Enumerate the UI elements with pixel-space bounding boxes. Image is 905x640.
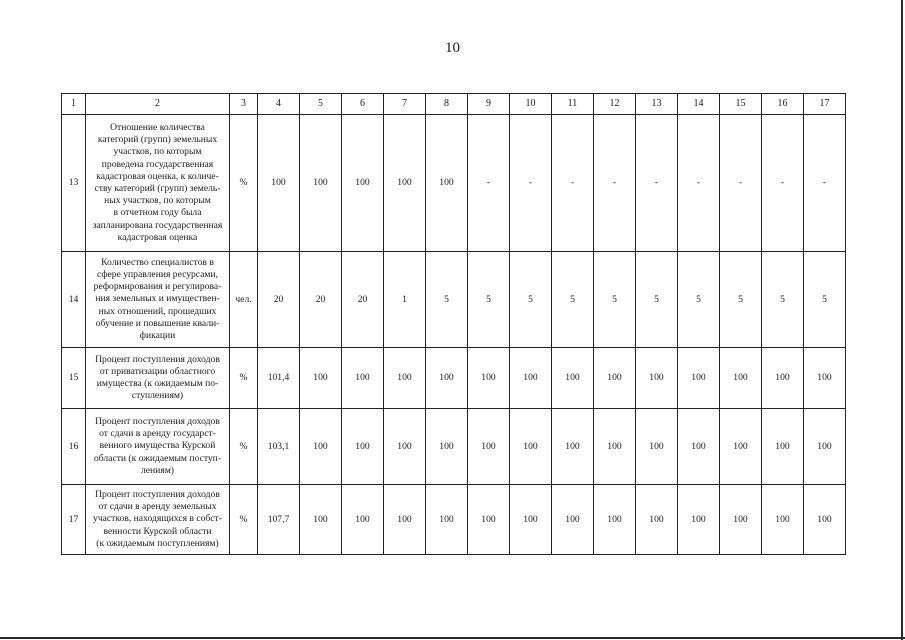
value-cell: 100	[342, 115, 384, 252]
header-cell: 15	[720, 94, 762, 115]
value-cell: 100	[510, 348, 552, 409]
header-cell: 10	[510, 94, 552, 115]
value-cell: -	[636, 115, 678, 252]
unit-cell: %	[230, 485, 258, 555]
header-cell: 17	[804, 94, 846, 115]
value-cell: 100	[510, 409, 552, 485]
value-cell: 100	[510, 485, 552, 555]
row-number-cell: 14	[62, 252, 86, 348]
indicator-name-cell: Процент поступления доходов от сдачи в аренду государст- венного имущества Курской области (к ожидаемым поступ- лениям)	[86, 409, 230, 485]
table-row	[62, 252, 846, 348]
value-cell: 100	[300, 115, 342, 252]
value-cell: 20	[342, 252, 384, 348]
unit-cell: чел.	[230, 252, 258, 348]
value-cell: 100	[762, 348, 804, 409]
value-cell: 100	[342, 409, 384, 485]
row-number-cell: 13	[62, 115, 86, 252]
value-cell: 100	[762, 409, 804, 485]
value-cell: 100	[468, 409, 510, 485]
value-cell: 100	[552, 409, 594, 485]
value-cell: 5	[804, 252, 846, 348]
value-cell: 100	[804, 409, 846, 485]
header-cell: 14	[678, 94, 720, 115]
value-cell: -	[804, 115, 846, 252]
value-cell: 107,7	[258, 485, 300, 555]
value-cell: 5	[762, 252, 804, 348]
value-cell: 5	[552, 252, 594, 348]
header-cell: 9	[468, 94, 510, 115]
value-cell: 100	[384, 409, 426, 485]
value-cell: 100	[552, 485, 594, 555]
header-cell: 3	[230, 94, 258, 115]
indicator-name-cell: Процент поступления доходов от сдачи в аренду земельных участков, находящихся в собст- венности Курской области (к ожидаемым поступлениям)	[86, 485, 230, 555]
scan-border-bottom	[0, 637, 905, 639]
value-cell: 100	[594, 348, 636, 409]
indicators-table	[61, 93, 846, 555]
value-cell: 100	[594, 485, 636, 555]
table-header-row	[62, 94, 846, 115]
table-row	[62, 115, 846, 252]
row-number-cell: 17	[62, 485, 86, 555]
header-cell: 8	[426, 94, 468, 115]
value-cell: 5	[426, 252, 468, 348]
value-cell: 100	[342, 348, 384, 409]
header-cell: 5	[300, 94, 342, 115]
value-cell: 100	[300, 348, 342, 409]
value-cell: 100	[426, 115, 468, 252]
value-cell: 100	[804, 485, 846, 555]
value-cell: 100	[678, 409, 720, 485]
value-cell: -	[720, 115, 762, 252]
unit-cell: %	[230, 409, 258, 485]
header-cell: 4	[258, 94, 300, 115]
value-cell: 100	[678, 348, 720, 409]
row-number-cell: 16	[62, 409, 86, 485]
value-cell: 100	[342, 485, 384, 555]
value-cell: 100	[468, 348, 510, 409]
value-cell: 100	[636, 409, 678, 485]
value-cell: 5	[678, 252, 720, 348]
unit-cell: %	[230, 115, 258, 252]
value-cell: 20	[300, 252, 342, 348]
value-cell: 20	[258, 252, 300, 348]
value-cell: 100	[678, 485, 720, 555]
value-cell: 100	[720, 485, 762, 555]
value-cell: 100	[720, 409, 762, 485]
value-cell: -	[552, 115, 594, 252]
table-row	[62, 409, 846, 485]
header-cell: 11	[552, 94, 594, 115]
value-cell: 100	[300, 409, 342, 485]
header-cell: 16	[762, 94, 804, 115]
header-cell: 7	[384, 94, 426, 115]
unit-cell: %	[230, 348, 258, 409]
value-cell: 100	[804, 348, 846, 409]
value-cell: 100	[426, 485, 468, 555]
value-cell: 100	[762, 485, 804, 555]
value-cell: -	[510, 115, 552, 252]
scan-border-right	[901, 0, 903, 640]
value-cell: 100	[552, 348, 594, 409]
value-cell: 100	[426, 348, 468, 409]
header-cell: 12	[594, 94, 636, 115]
value-cell: 1	[384, 252, 426, 348]
value-cell: 5	[510, 252, 552, 348]
indicator-name-cell: Отношение количества категорий (групп) земельных участков, по которым проведена государственная кадастровая оценка, к количе- ству категорий (групп) земель- ных участков, по которым в отчетном году была запланирована государственная кадастровая оценка	[86, 115, 230, 252]
value-cell: 5	[720, 252, 762, 348]
value-cell: 103,1	[258, 409, 300, 485]
value-cell: 100	[636, 485, 678, 555]
value-cell: 100	[384, 348, 426, 409]
value-cell: 5	[636, 252, 678, 348]
value-cell: 100	[384, 485, 426, 555]
value-cell: 100	[720, 348, 762, 409]
value-cell: -	[762, 115, 804, 252]
value-cell: 100	[426, 409, 468, 485]
value-cell: 100	[384, 115, 426, 252]
row-number-cell: 15	[62, 348, 86, 409]
value-cell: 100	[258, 115, 300, 252]
value-cell: 100	[594, 409, 636, 485]
page-number: 10	[445, 40, 460, 56]
table-row	[62, 485, 846, 555]
header-cell: 13	[636, 94, 678, 115]
value-cell: 100	[636, 348, 678, 409]
value-cell: -	[678, 115, 720, 252]
value-cell: -	[468, 115, 510, 252]
value-cell: 100	[468, 485, 510, 555]
header-cell: 6	[342, 94, 384, 115]
header-cell: 2	[86, 94, 230, 115]
header-cell: 1	[62, 94, 86, 115]
value-cell: 5	[468, 252, 510, 348]
value-cell: 5	[594, 252, 636, 348]
indicator-name-cell: Процент поступления доходов от приватизации областного имущества (к ожидаемым по- ступлениям)	[86, 348, 230, 409]
table-row	[62, 348, 846, 409]
value-cell: -	[594, 115, 636, 252]
indicator-name-cell: Количество специалистов в сфере управления ресурсами, реформирования и регулирова- ния земельных и имуществен- ных отношений, прошедших обучение и повышение квали- фикации	[86, 252, 230, 348]
value-cell: 101,4	[258, 348, 300, 409]
value-cell: 100	[300, 485, 342, 555]
